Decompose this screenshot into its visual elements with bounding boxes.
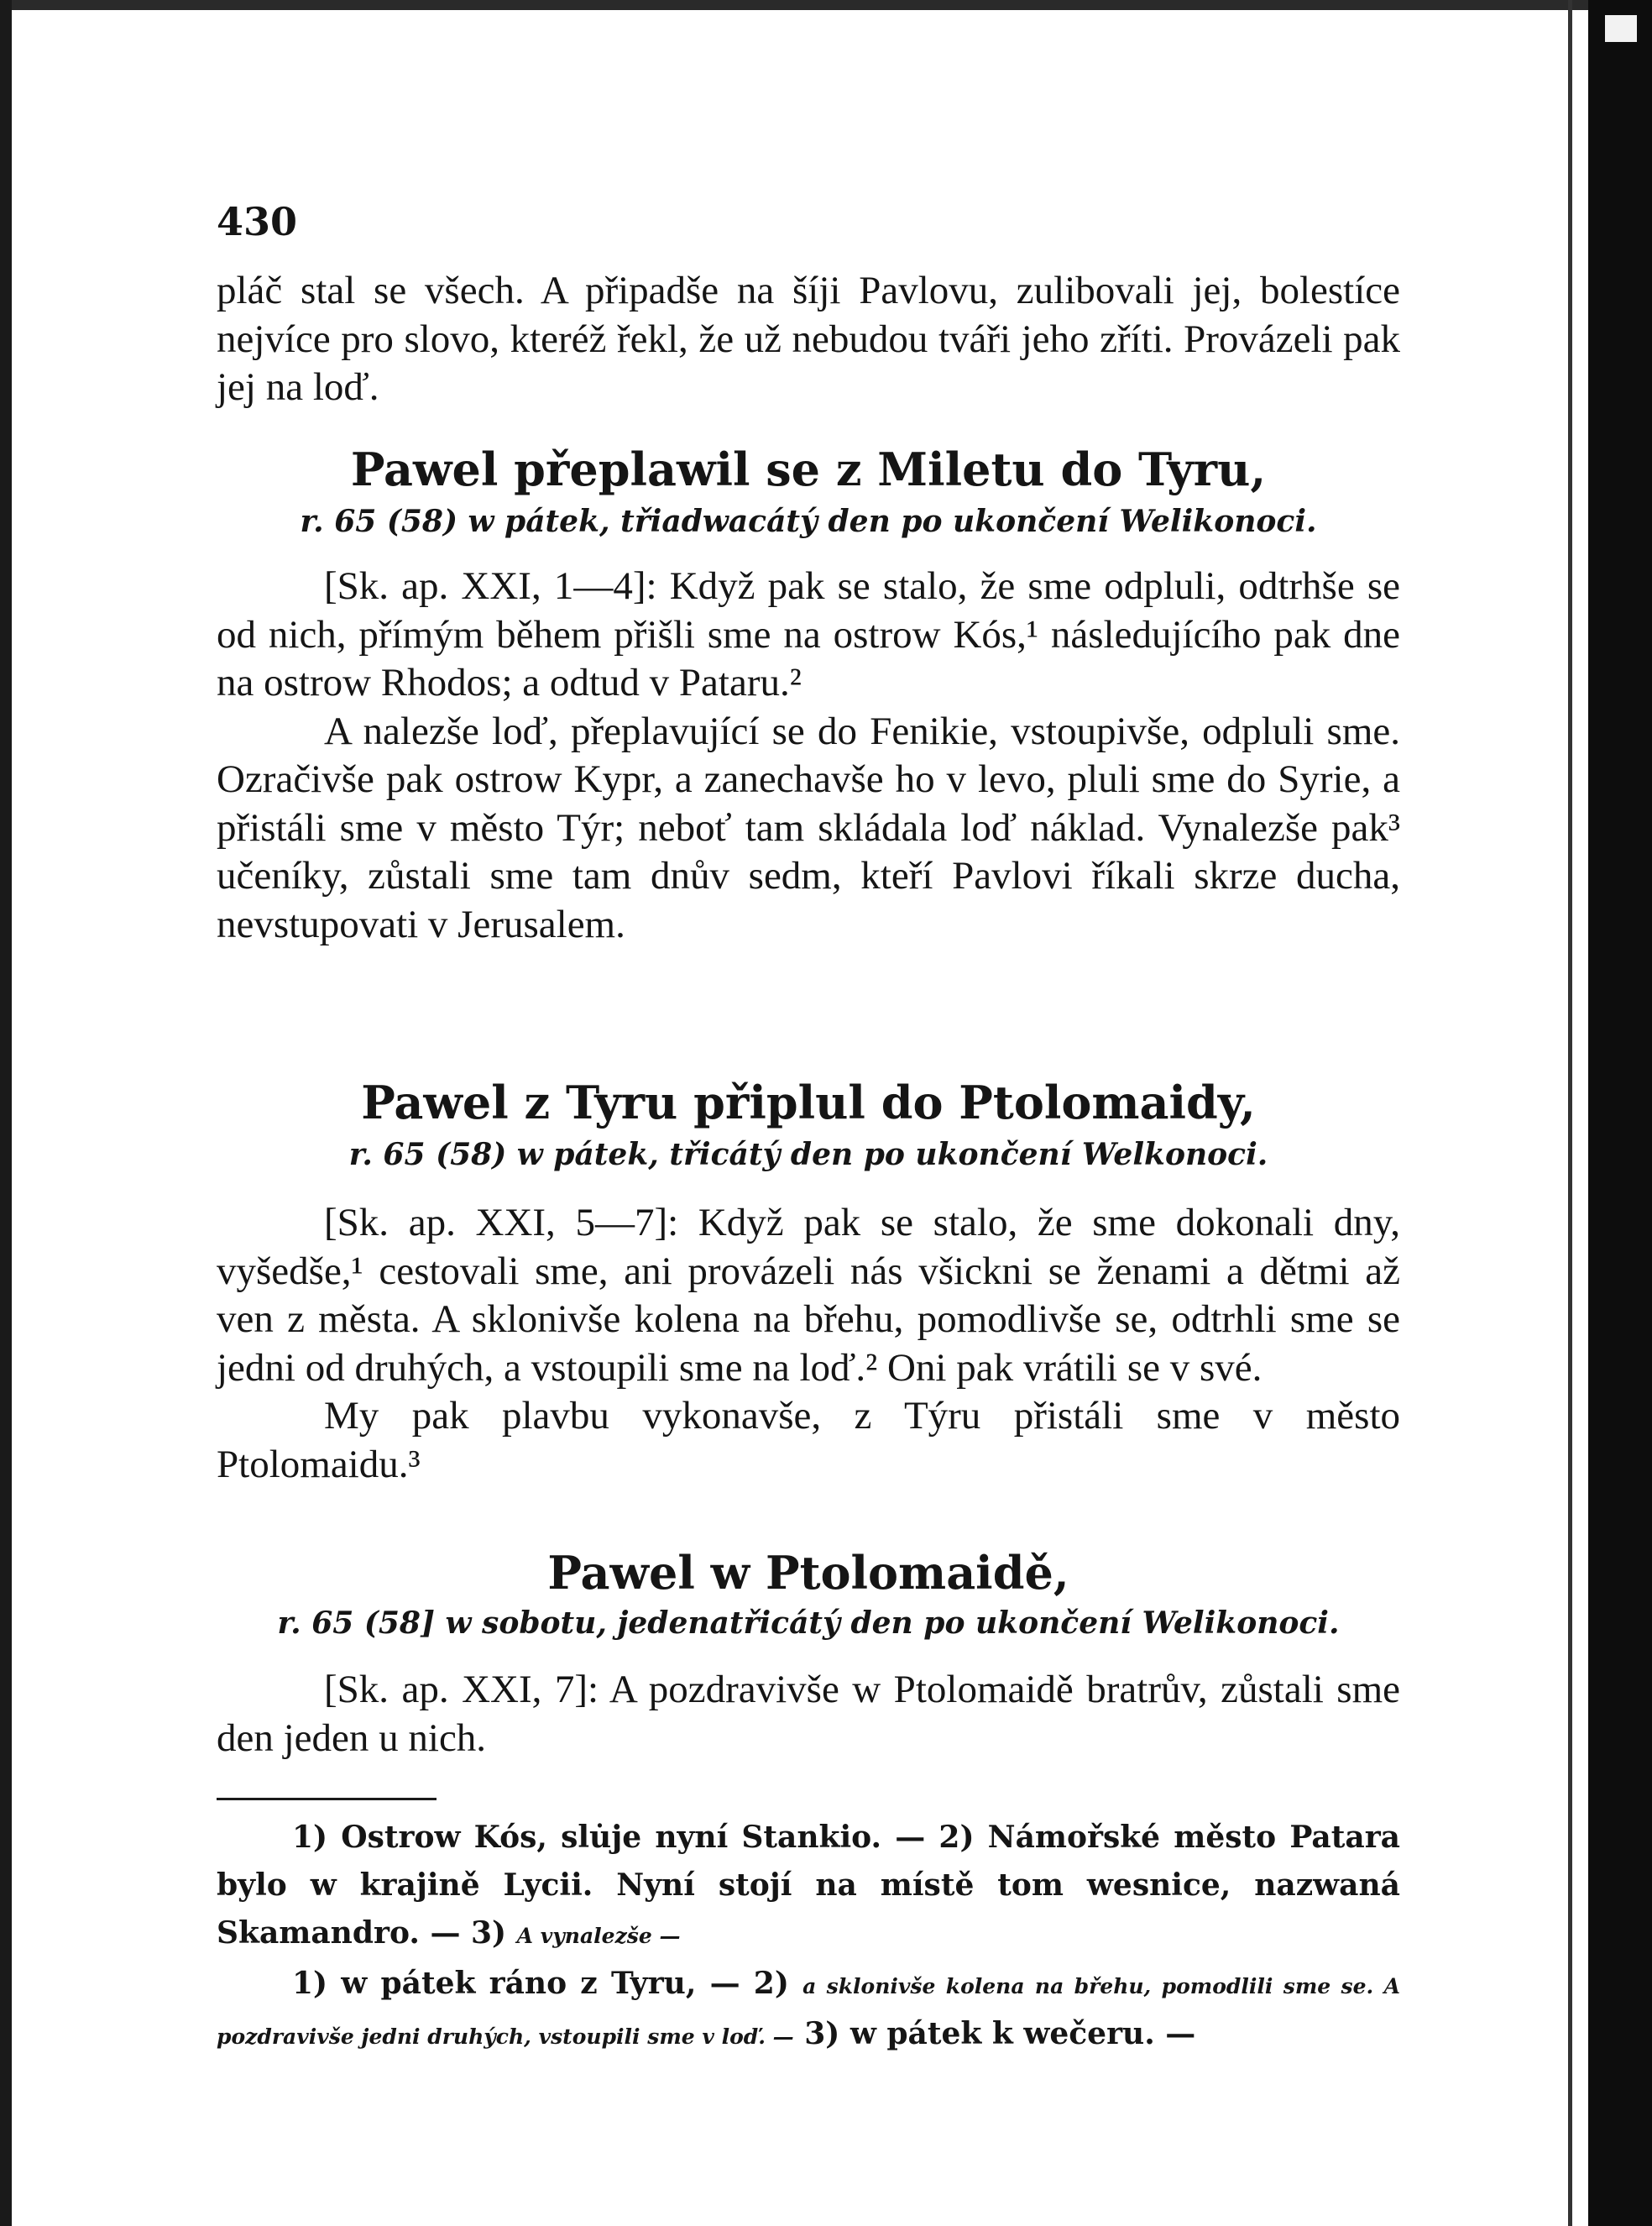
footnotes [217, 1814, 1400, 2061]
scan-right-edge [1588, 0, 1652, 2226]
section-subheading-miletus: r. 65 (58) w pátek, třiadwacátý den po ukončení Welikonoci. [300, 504, 1317, 539]
footnote-group-2 [217, 1960, 1400, 2061]
scan-page-edge-line [1568, 0, 1572, 2226]
footnote-group-1 [217, 1814, 1400, 1960]
scan-top-edge [0, 0, 1652, 10]
opening-paragraph-block [217, 267, 1400, 412]
section-heading-ptolemais: Pawel w Ptolomaidě, [547, 1546, 1069, 1600]
paragraph: [Sk. ap. XXI, 1—4]: Když pak se stalo, že sme odpluli, odtrhše se od nich, přímým během přišli sme na ostrow Kós,¹ následujícího pak dne na ostrow Rhodos; a odtud v Pataru.² [217, 564, 1400, 704]
paragraph: My pak plavbu vykonavše, z Týru přistáli sme v město Ptolomaidu.³ [217, 1394, 1400, 1486]
page-number: 430 [217, 199, 298, 244]
footnote-2-1: 1) w pátek ráno z Tyru, — [292, 1966, 740, 2001]
footnote-2-2-number: 2) [753, 1966, 789, 2001]
section-subheading-tyre: r. 65 (58) w pátek, třicátý den po ukončení Welkonoci. [348, 1137, 1268, 1172]
footnote-1-2: 2) Námořské město Patara bylo w krajině Lycii. Nyní stojí na místě tom wesnice, nazwaná Skamandro. — [217, 1820, 1400, 1951]
footnote-2-3: 3) w pátek k wečeru. — [804, 2016, 1196, 2051]
footnote-1-3-text: A vynalezše — [516, 1924, 681, 1948]
paragraph: [Sk. ap. XXI, 7]: A pozdravivše w Ptolomaidě bratrův, zůstali sme den jeden u nich. [217, 1668, 1400, 1760]
paragraph: [Sk. ap. XXI, 5—7]: Když pak se stalo, že sme dokonali dny, vyšedše,¹ cestovali sme, ani provázeli nás všickni se ženami a dětmi až ven z města. A sklonivše kolena na břehu, pomodlivše se, odtrhli sme se jedni od druhých, a vstoupili sme na loď.² Oni pak vrátili se v své. [217, 1201, 1400, 1390]
paragraph: A nalezše loď, přeplavující se do Fenikie, vstoupivše, odpluli sme. Ozračivše pak ostrow Kypr, a zanechavše ho v levo, pluli sme do Syrie, a přistáli sme v město Týr; neboť tam skládala loď náklad. Vynalezše pak³ učeníky, zůstali sme tam dnův sedm, kteří Pavlovi říkali skrze ducha, nevstupovati v Jerusalem. [217, 709, 1400, 946]
opening-paragraph: pláč stal se všech. A připadše na šíji Pavlovu, zulibovali jej, bolestíce nejvíce pro slovo, kteréž řekl, že už nebudou tváři jeho zříti. Provázeli pak jej na loď. [217, 269, 1400, 409]
section-body-miletus [217, 563, 1400, 949]
section-subheading-ptolemais: r. 65 (58] w sobotu, jedenatřicátý den po ukončení Welikonoci. [277, 1605, 1340, 1641]
footnote-rule [217, 1798, 437, 1800]
section-body-ptolemais [217, 1666, 1400, 1762]
section-heading-miletus: Pawel přeplawil se z Miletu do Tyru, [350, 443, 1267, 496]
footnote-1-3-number: 3) [471, 1915, 507, 1951]
section-body-tyre [217, 1199, 1400, 1489]
scan-corner-mark [1605, 15, 1637, 42]
section-heading-tyre: Pawel z Tyru připlul do Ptolomaidy, [361, 1076, 1256, 1129]
footnote-2-2-text: a sklonivše kolena na břehu, pomodlili sme se. A pozdravivše jedni druhých, vstoupili sme v loď. — [217, 1974, 1400, 2049]
scan-left-edge [0, 0, 12, 2226]
footnote-1-1: 1) Ostrow Kós, slu̇je nyní Stankio. — [292, 1820, 926, 1855]
